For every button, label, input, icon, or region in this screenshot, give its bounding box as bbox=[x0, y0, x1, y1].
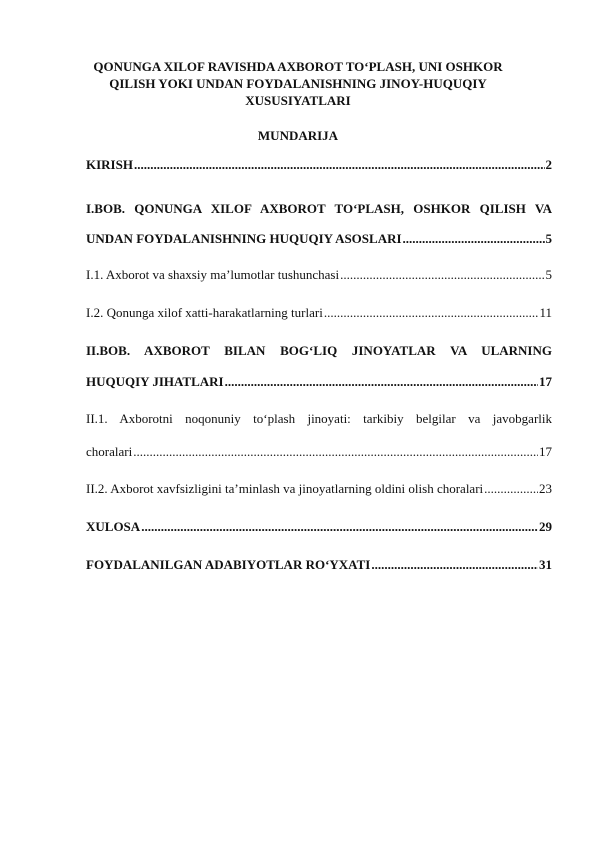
toc-leader-dots bbox=[141, 518, 538, 536]
toc-leader-dots bbox=[403, 230, 545, 248]
toc-entry-line: I.BOB. QONUNGA XILOF AXBOROT TO‘PLASH, OSHKOR QILISH VA bbox=[86, 201, 552, 216]
toc-page-number: 29 bbox=[539, 519, 552, 534]
document-title bbox=[80, 58, 516, 109]
toc-leader-dots bbox=[225, 373, 538, 391]
title-line-2: QILISH YOKI UNDAN FOYDALANISHNING JINOY-HUQUQIY bbox=[109, 76, 487, 91]
toc-leader-dots bbox=[340, 266, 544, 284]
toc-entry-text: FOYDALANILGAN ADABIYOTLAR RO‘YXATI bbox=[86, 557, 371, 572]
toc-leader-dots bbox=[324, 304, 539, 322]
toc-page-number: 17 bbox=[539, 374, 552, 389]
toc-page-number: 11 bbox=[539, 305, 552, 320]
toc-page-number: 17 bbox=[539, 444, 552, 459]
toc-entry-bibliography[interactable] bbox=[86, 556, 552, 574]
toc-page-number: 5 bbox=[545, 231, 552, 246]
toc-leader-dots bbox=[134, 156, 545, 174]
toc-entry-section-2-1[interactable] bbox=[86, 410, 552, 428]
toc-entry-section-1-1[interactable] bbox=[86, 266, 552, 284]
toc-page-number: 23 bbox=[539, 481, 552, 496]
toc-page-number: 31 bbox=[539, 557, 552, 572]
toc-entry-section-2-1-cont[interactable] bbox=[86, 443, 552, 461]
toc-leader-dots bbox=[484, 480, 538, 498]
title-line-3: XUSUSIYATLARI bbox=[245, 93, 351, 108]
toc-entry-text: I.2. Qonunga xilof xatti-harakatlarning turlari bbox=[86, 305, 323, 320]
toc-entry-line: II.1. Axborotni noqonuniy to‘plash jinoyati: tarkibiy belgilar va javobgarlik bbox=[86, 411, 552, 426]
toc-entry-chapter-2-cont[interactable] bbox=[86, 373, 552, 391]
toc-page-number: 2 bbox=[545, 157, 552, 172]
toc-entry-chapter-1[interactable] bbox=[86, 200, 552, 218]
toc-entry-section-2-2[interactable] bbox=[86, 480, 552, 498]
toc-entry-text: II.2. Axborot xavfsizligini ta’minlash va jinoyatlarning oldini olish choralari bbox=[86, 481, 484, 496]
toc-entry-xulosa[interactable] bbox=[86, 518, 552, 536]
toc-entry-text: XULOSA bbox=[86, 519, 141, 534]
toc-entry-text: HUQUQIY JIHATLARI bbox=[86, 374, 224, 389]
toc-entry-chapter-1-cont[interactable] bbox=[86, 230, 552, 248]
toc-page-number: 5 bbox=[545, 267, 552, 282]
toc-entry-text: I.1. Axborot va shaxsiy ma’lumotlar tushunchasi bbox=[86, 267, 340, 282]
toc-entry-text: choralari bbox=[86, 444, 133, 459]
toc-entry-line: II.BOB. AXBOROT BILAN BOG‘LIQ JINOYATLAR VA ULARNING bbox=[86, 343, 552, 358]
title-line-1: QONUNGA XILOF RAVISHDA AXBOROT TO‘PLASH, UNI OSHKOR bbox=[93, 59, 503, 74]
toc-entry-section-1-2[interactable] bbox=[86, 304, 552, 322]
toc-leader-dots bbox=[371, 556, 538, 574]
toc-entry-text: UNDAN FOYDALANISHNING HUQUQIY ASOSLARI bbox=[86, 231, 402, 246]
toc-entry-text: KIRISH bbox=[86, 157, 133, 172]
toc-leader-dots bbox=[133, 443, 538, 461]
contents-heading: MUNDARIJA bbox=[257, 128, 339, 143]
toc-entry-chapter-2[interactable] bbox=[86, 342, 552, 360]
toc-entry-kirish[interactable] bbox=[86, 156, 552, 174]
